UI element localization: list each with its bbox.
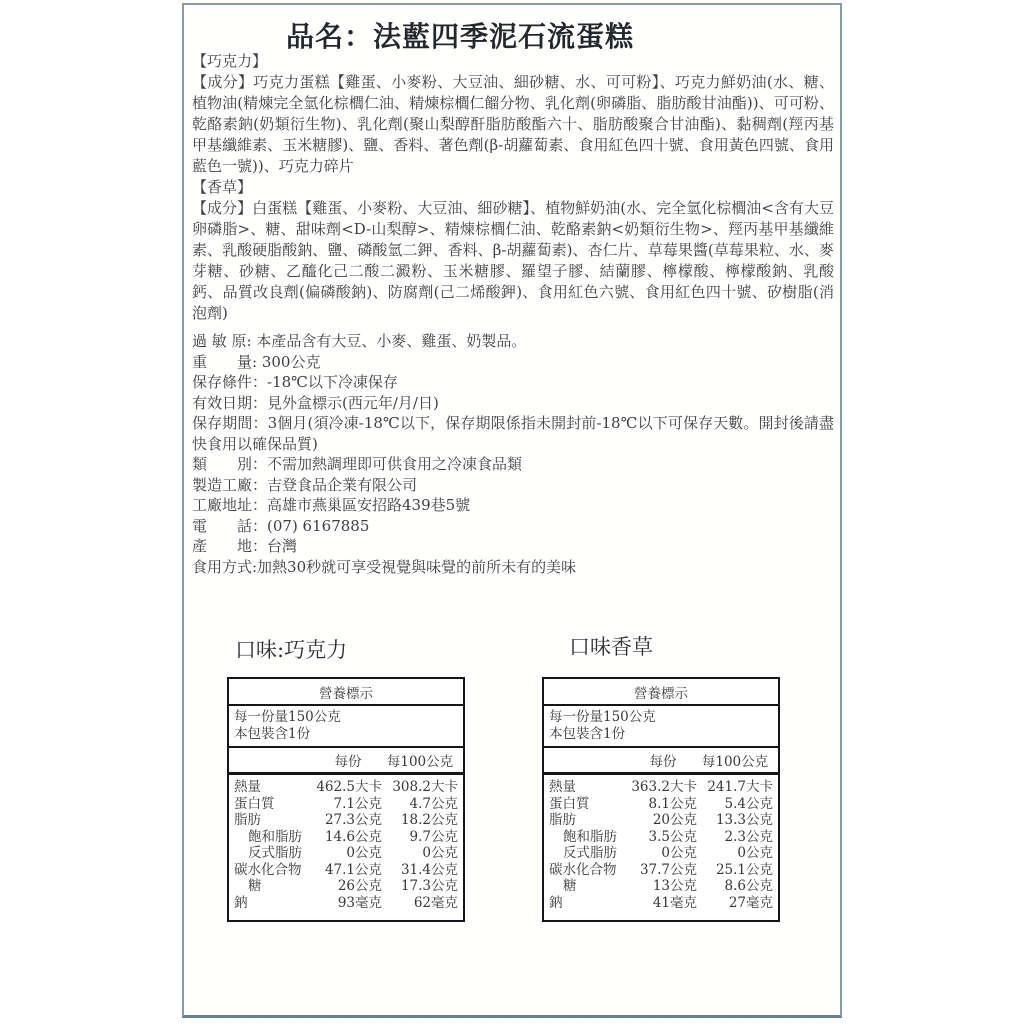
nutrition-value: 13.3公克 — [715, 812, 773, 828]
table-row — [544, 862, 778, 879]
nutrition-label: 鈉 — [549, 894, 563, 911]
nutrition-value: 31.4公克 — [400, 861, 458, 878]
nutrition-value: 47.1公克 — [324, 861, 382, 878]
table-row — [544, 895, 778, 912]
ingredients-paragraph-vanilla: 【成分】白蛋糕【雞蛋、小麥粉、大豆油、細砂糖】、植物鮮奶油(水、完全氫化棕櫚油<含有大豆卵磷脂>、糖、甜味劑<D-山梨醇>、精煉棕櫚仁油、乾酪素鈉<奶類衍生物>、羥丙基甲基纖維素、乳酸硬脂酸鈉、鹽、磷酸氫二鉀、香料、β-胡蘿蔔素)、杏仁片、草莓果醬(草莓果粒、水、麥芽糖、砂糖、乙醯化己二酸二澱粉、玉米糖膠、羅望子膠、結蘭膠、檸檬酸、檸檬酸鈉、乳酸鈣、品質改良劑(偏磷酸鈉)、防腐劑(己二烯酸鉀)、食用紅色六號、食用紅色四十號、矽樹脂(消泡劑) — [192, 199, 834, 322]
section-chocolate — [192, 51, 834, 177]
section-heading-chocolate: 【巧克力】 — [192, 52, 268, 70]
info-line-phone: 電 話：(07) 6167885 — [192, 516, 370, 535]
nutrition-label: 脂肪 — [549, 812, 576, 828]
table-row — [229, 829, 463, 846]
nutrition-value: 8.6公克 — [724, 878, 773, 894]
nutrition-value: 17.3公克 — [400, 878, 458, 894]
nutrition-value: 41毫克 — [652, 894, 697, 911]
info-line-storage: 保存條件：-18℃以下冷凍保存 — [192, 373, 398, 391]
nutrition-value: 20公克 — [652, 812, 697, 828]
info-line-weight: 重 量: 300公克 — [192, 352, 321, 371]
flavor-title-chocolate: 口味:巧克力 — [235, 638, 348, 662]
table-row — [544, 812, 778, 829]
serving-count: 本包裝含1份 — [234, 725, 311, 742]
serving-count: 本包裝含1份 — [549, 725, 626, 742]
info-line-manufacturer: 製造工廠：吉登食品企業有限公司 — [192, 475, 418, 494]
nutrition-value: 462.5大卡 — [316, 779, 382, 795]
table-row — [544, 779, 778, 796]
table-row — [229, 878, 463, 895]
product-info-block — [192, 331, 834, 577]
nutrition-value: 93毫克 — [337, 894, 382, 911]
nutrition-label: 熱量 — [234, 779, 261, 795]
nutrition-value: 3.5公克 — [648, 828, 697, 845]
table-row — [229, 862, 463, 879]
column-headers — [544, 748, 778, 772]
info-line-serving-tip: 食用方式:加熱30秒就可享受視覺與味覺的前所未有的美味 — [192, 557, 577, 576]
nutrition-value: 241.7大卡 — [707, 779, 773, 795]
nutrition-rows — [229, 775, 463, 920]
section-heading-vanilla: 【香草】 — [192, 178, 253, 196]
nutrition-label: 鈉 — [234, 894, 248, 911]
nutrition-value: 4.7公克 — [409, 795, 458, 812]
column-headers — [229, 748, 463, 772]
info-line-shelf-life: 保存期間：3個月(須冷凍-18℃以下，保存期限係指未開封前-18℃以下可保存天數。開封後請盡快食用以確保品質) — [192, 414, 834, 453]
serving-info — [544, 706, 778, 746]
ingredients-paragraph-chocolate: 【成分】巧克力蛋糕【雞蛋、小麥粉、大豆油、細砂糖、水、可可粉】、巧克力鮮奶油(水、糖、植物油(精煉完全氫化棕櫚仁油、精煉棕櫚仁餾分物、乳化劑(卵磷脂、脂肪酸甘油酯))、可可粉、乾酪素鈉(奶類衍生物)、乳化劑(聚山梨醇酐脂肪酸酯六十、脂肪酸聚合甘油酯)、黏稠劑(羥丙基甲基纖維素、玉米糖膠)、鹽、香料、著色劑(β-胡蘿蔔素、食用紅色四十號、食用黃色四號、食用藍色一號))、巧克力碎片 — [192, 73, 834, 175]
nutrition-value: 14.6公克 — [324, 828, 382, 845]
nutrition-label: 碳水化合物 — [234, 861, 302, 878]
nutrition-label: 糖 — [248, 878, 262, 894]
label-body — [192, 51, 834, 577]
nutrition-label: 脂肪 — [234, 812, 261, 828]
nutrition-value: 7.1公克 — [333, 795, 382, 812]
product-label-page — [182, 3, 842, 1018]
nutrition-label: 飽和脂肪 — [563, 828, 617, 845]
info-line-expiry: 有效日期：見外盒標示(西元年/月/日) — [192, 393, 439, 412]
nutrition-value: 5.4公克 — [724, 795, 773, 812]
nutrition-label: 反式脂肪 — [563, 845, 617, 861]
nutrition-value: 308.2大卡 — [392, 779, 458, 795]
nutrition-value: 27.3公克 — [324, 812, 382, 828]
table-row — [544, 796, 778, 813]
nutrition-value: 18.2公克 — [400, 812, 458, 828]
table-row — [544, 829, 778, 846]
nutrition-table-chocolate — [227, 677, 465, 922]
nutrition-value: 0公克 — [661, 845, 697, 861]
column-per-serving: 每份 — [334, 754, 362, 770]
nutrition-value: 2.3公克 — [724, 828, 773, 845]
nutrition-value: 37.7公克 — [639, 861, 697, 878]
nutrition-value: 8.1公克 — [648, 795, 697, 812]
nutrition-value: 26公克 — [337, 878, 382, 894]
serving-size: 每一份量150公克 — [549, 709, 656, 725]
nutrition-value: 62毫克 — [413, 894, 458, 911]
info-line-category: 類 別：不需加熱調理即可供食用之冷凍食品類 — [192, 455, 523, 473]
nutrition-table-vanilla — [542, 677, 780, 922]
flavor-title-vanilla: 口味香草 — [569, 635, 653, 659]
nutrition-table-title: 營養標示 — [319, 686, 373, 702]
nutrition-value: 13公克 — [652, 878, 697, 894]
nutrition-value: 25.1公克 — [715, 861, 773, 878]
column-per-serving: 每份 — [649, 754, 677, 770]
nutrition-label: 蛋白質 — [234, 795, 275, 812]
nutrition-value: 0公克 — [422, 845, 458, 861]
table-row — [229, 845, 463, 862]
nutrition-rows — [544, 775, 778, 920]
nutrition-label: 熱量 — [549, 779, 576, 795]
table-row — [229, 812, 463, 829]
table-row — [229, 779, 463, 796]
page-title: 品名：法藍四季泥石流蛋糕 — [286, 20, 635, 53]
nutrition-label: 糖 — [563, 878, 577, 894]
table-row — [544, 845, 778, 862]
serving-size: 每一份量150公克 — [234, 709, 341, 725]
nutrition-label: 碳水化合物 — [549, 861, 617, 878]
info-line-origin: 產 地：台灣 — [192, 537, 298, 555]
column-per-100g: 每100公克 — [701, 754, 769, 770]
nutrition-value: 363.2大卡 — [631, 779, 697, 795]
nutrition-label: 反式脂肪 — [248, 845, 302, 861]
table-row — [544, 878, 778, 895]
nutrition-value: 9.7公克 — [409, 828, 458, 845]
section-vanilla — [192, 177, 834, 324]
nutrition-value: 0公克 — [737, 845, 773, 861]
nutrition-value: 0公克 — [346, 845, 382, 861]
nutrition-table-title: 營養標示 — [634, 686, 688, 702]
column-per-100g: 每100公克 — [386, 754, 454, 770]
nutrition-label: 蛋白質 — [549, 795, 590, 812]
nutrition-value: 27毫克 — [728, 894, 773, 911]
serving-info — [229, 706, 463, 746]
nutrition-label: 飽和脂肪 — [248, 828, 302, 845]
info-line-allergen: 過 敏 原: 本產品含有大豆、小麥、雞蛋、奶製品。 — [192, 332, 527, 350]
table-row — [229, 895, 463, 912]
info-line-factory-addr: 工廠地址：高雄市燕巢區安招路439巷5號 — [192, 496, 471, 514]
table-row — [229, 796, 463, 813]
